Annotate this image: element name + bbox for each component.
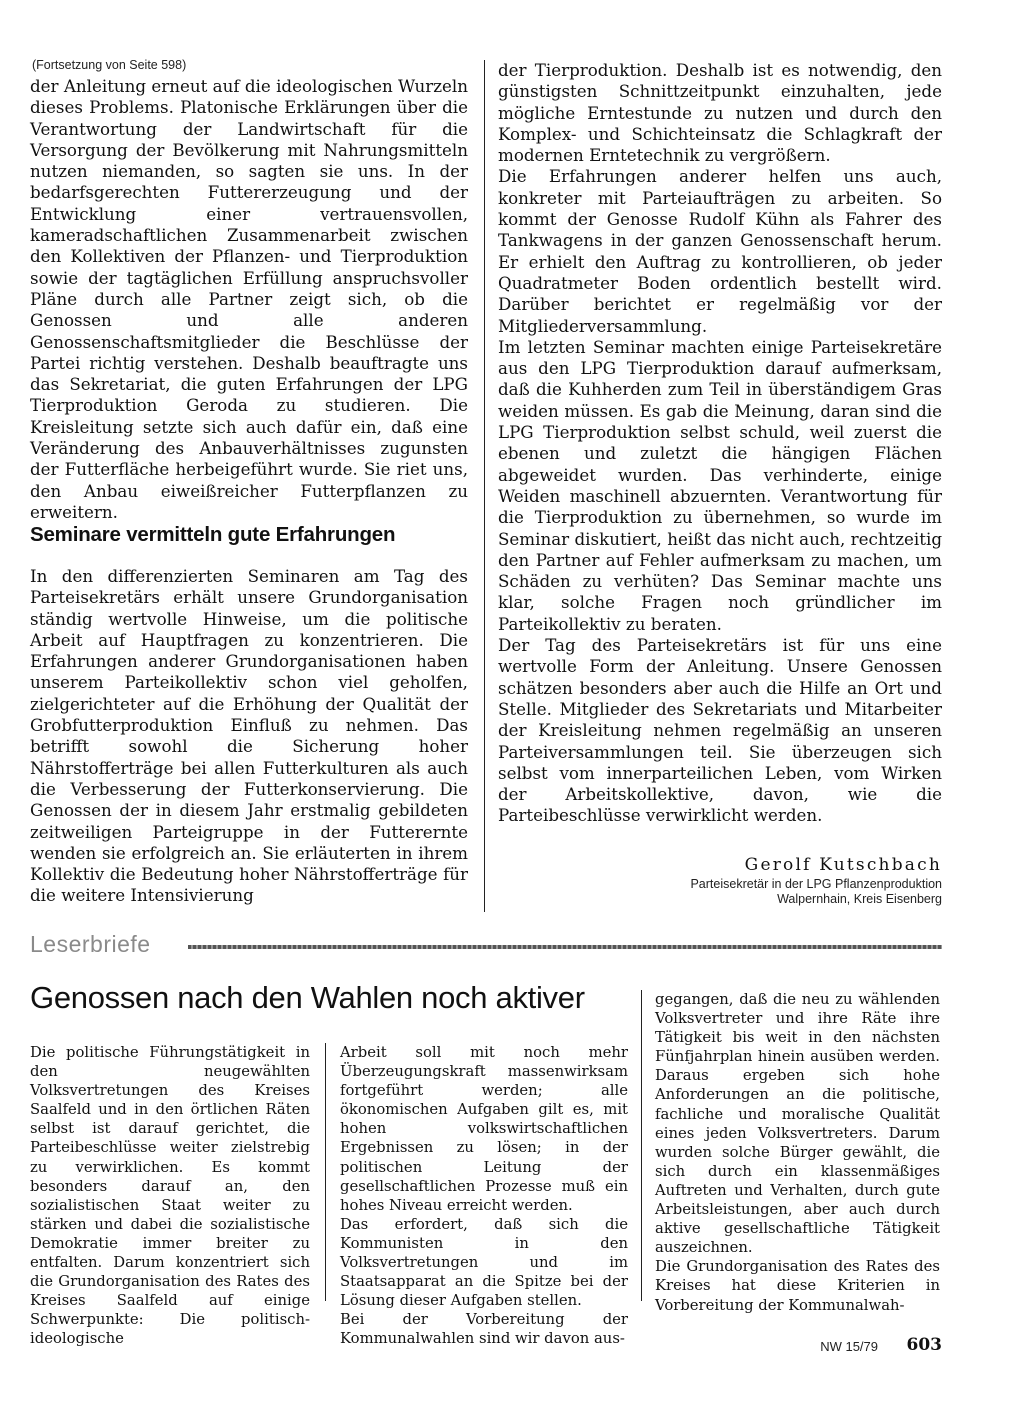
issue-number: NW 15/79 [820, 1339, 878, 1354]
column-divider [641, 990, 642, 1301]
letter-column-3 [655, 990, 940, 1315]
column-mid-left [30, 566, 468, 907]
author-name: Gerolf Kutschbach [744, 855, 942, 875]
letter-column-1 [30, 1043, 310, 1349]
paragraph: In den differenzierten Seminaren am Tag des Parteisekretärs erhält unsere Grundorganisation ständig wertvolle Hinweise, um die politische Arbeit auf Hauptfragen zu konzentrieren. Die Erfahrungen anderer Grundorganisationen haben unserem Parteikollektiv schon viel geholfen, zielgerichteter auf die Erhöhung der Qualität der Grobfutterproduktion Einfluß zu nehmen. Das betrifft sowohl die Sicherung hoher Nährstofferträge bei allen Futterkulturen als auch die Verbesserung der Futterkonservierung. Die Genossen der in diesem Jahr erstmalig gebildeten zeitweiligen Parteigruppe in der Futterernte wenden sie erfolgreich an. Sie erläuterten in ihrem Kollektiv die Bedeutung hoher Nährstofferträge für die weitere Intensivierung [30, 566, 468, 906]
column-divider [325, 1043, 326, 1301]
paragraph: der Tierproduktion. Deshalb ist es notwendig, den günstigsten Schnittzeitpunkt einzuhalten, jede mögliche Erntestunde zu nutzen und durch den Komplex- und Schichteinsatz die Schlagkraft der modernen Erntetechnik zu vergrößern. [498, 60, 942, 166]
author-place: Walpernhain, Kreis Eisenberg [777, 892, 942, 906]
paragraph: Die politische Führungstätigkeit in den neugewählten Volksvertretungen des Kreises Saalfeld und in den örtlichen Räten selbst ist darauf gerichtet, die Parteibeschlüsse weiter zielstrebig zu verwirklichen. Es kommt besonders darauf an, den sozialistischen Staat weiter zu stärken und dabei die sozialistische Demokratie immer breiter zu entfalten. Darum konzentriert sich die Grundorganisation des Rates des Kreises Saalfeld auf einige Schwerpunkte: Die politisch-ideologische [30, 1044, 310, 1348]
section-heading: Seminare vermitteln gute Erfahrungen [30, 523, 396, 546]
paragraph: Die Erfahrungen anderer helfen uns auch, konkreter mit Parteiaufträgen zu arbeiten. So kommt der Genosse Rudolf Kühn als Fahrer des Tankwagens in der ganzen Genossenschaft herum. Er erhielt den Auftrag zu kontrollieren, ob jeder Quadratmeter Boden ordentlich bestellt wird. Darüber berichtet er regelmäßig vor der Mitgliederversammlung. [498, 166, 942, 336]
paragraph: Der Tag des Parteisekretärs ist für uns eine wertvolle Form der Anleitung. Unsere Genossen schätzen besonders aber auch die Hilfe an Ort und Stelle. Mitglieder des Sekretariats und Mitarbeiter der Kreisleitung nehmen regelmäßig an unseren Parteiversammlungen teil. Sie überzeugen sich selbst vom innerparteilichen Leben, vom Wirken der Arbeitskollektive, davon, wie die Parteibeschlüsse verwirklicht werden. [498, 635, 942, 826]
article-headline: Genossen nach den Wahlen noch aktiver [30, 980, 585, 1015]
page-number: 603 [906, 1335, 942, 1355]
paragraph: Arbeit soll mit noch mehr Überzeugungskraft massenwirksam fortgeführt werden; alle ökonomischen Aufgaben gilt es, mit hohen volkswirtschaftlichen Ergebnissen zu lösen; in der politischen Leitung der gesellschaftlichen Prozesse muß ein hohes Niveau erreicht werden. [340, 1044, 628, 1214]
paragraph: der Anleitung erneut auf die ideologischen Wurzeln dieses Problems. Platonische Erklärungen über die Verantwortung der Landwirtschaft für die Versorgung der Bevölkerung mit Nahrungsmitteln nutzen niemanden, so sagten sie uns. In der bedarfsgerechten Futtererzeugung und der Entwicklung einer vertrauensvollen, kameradschaftlichen Zusammenarbeit zwischen den Kollektiven der Pflanzen- und Tierproduktion sowie der tagtäglichen Erfüllung anspruchsvoller Pläne durch alle Partner zeigt sich, ob die Genossen und alle anderen Genossenschaftsmitglieder die Beschlüsse der Partei richtig verstehen. Deshalb beauftragte uns das Sekretariat, die guten Erfahrungen der LPG Tierproduktion Geroda zu studieren. Die Kreisleitung setzte sich auch dafür ein, daß eine Veränderung des Anbauverhältnisses zugunsten der Futterfläche herbeigeführt wurde. Sie riet uns, den Anbau eiweißreicher Futterpflanzen zu erweitern. [30, 76, 468, 522]
rubric-rule [188, 945, 942, 949]
paragraph: Das erfordert, daß sich die Kommunisten in den Volksvertretungen und im Staatsapparat an die Spitze bei der Lösung dieser Aufgaben stellen. [340, 1215, 628, 1310]
paragraph: Im letzten Seminar machten einige Parteisekretäre aus den LPG Tierproduktion darauf aufmerksam, daß die Kuhherden zum Teil in überständigem Gras weiden müssen. Es gab die Meinung, daran sind die LPG Tierproduktion selbst schuld, weil zuerst die ebenen und zuletzt die hängigen Flächen abgeweidet wurden. Das verhinderte, einige Weiden maschinell abzuernten. Verantwortung für die Tierproduktion zu übernehmen, so wurde im Seminar diskutiert, heißt das nicht auch, rechtzeitig den Partner auf Fehler aufmerksam zu machen, um Schäden zu verhüten? Das Seminar machte uns klar, solche Fragen noch gründlicher im Parteikollektiv zu beraten. [498, 336, 942, 634]
column-top-right [498, 60, 942, 827]
letter-column-2 [340, 1043, 628, 1349]
column-divider [484, 60, 485, 912]
author-role: Parteisekretär in der LPG Pflanzenproduktion [690, 877, 942, 891]
rubric-label: Leserbriefe [30, 931, 151, 957]
paragraph: Die Grundorganisation des Rates des Kreises hat diese Kriterien in Vorbereitung der Kommunalwah- [655, 1258, 940, 1314]
continued-note: (Fortsetzung von Seite 598) [32, 58, 187, 72]
paragraph: gegangen, daß die neu zu wählenden Volksvertreter und ihre Räte ihre Tätigkeit bis weit in den nächsten Fünfjahrplan hinein ausüben werden. Daraus ergeben sich hohe Anforderungen an die politische, fachliche und moralische Qualität eines jeden Volksvertreters. Darum wurden solche Bürger gewählt, die sich durch ein klassenmäßiges Auftreten und Verhalten, durch gute Arbeitsleistungen, aber auch durch aktive gesellschaftliche Tätigkeit auszeichnen. [655, 991, 940, 1257]
paragraph: Bei der Vorbereitung der Kommunalwahlen sind wir davon aus- [340, 1311, 628, 1348]
column-top-left [30, 76, 468, 523]
